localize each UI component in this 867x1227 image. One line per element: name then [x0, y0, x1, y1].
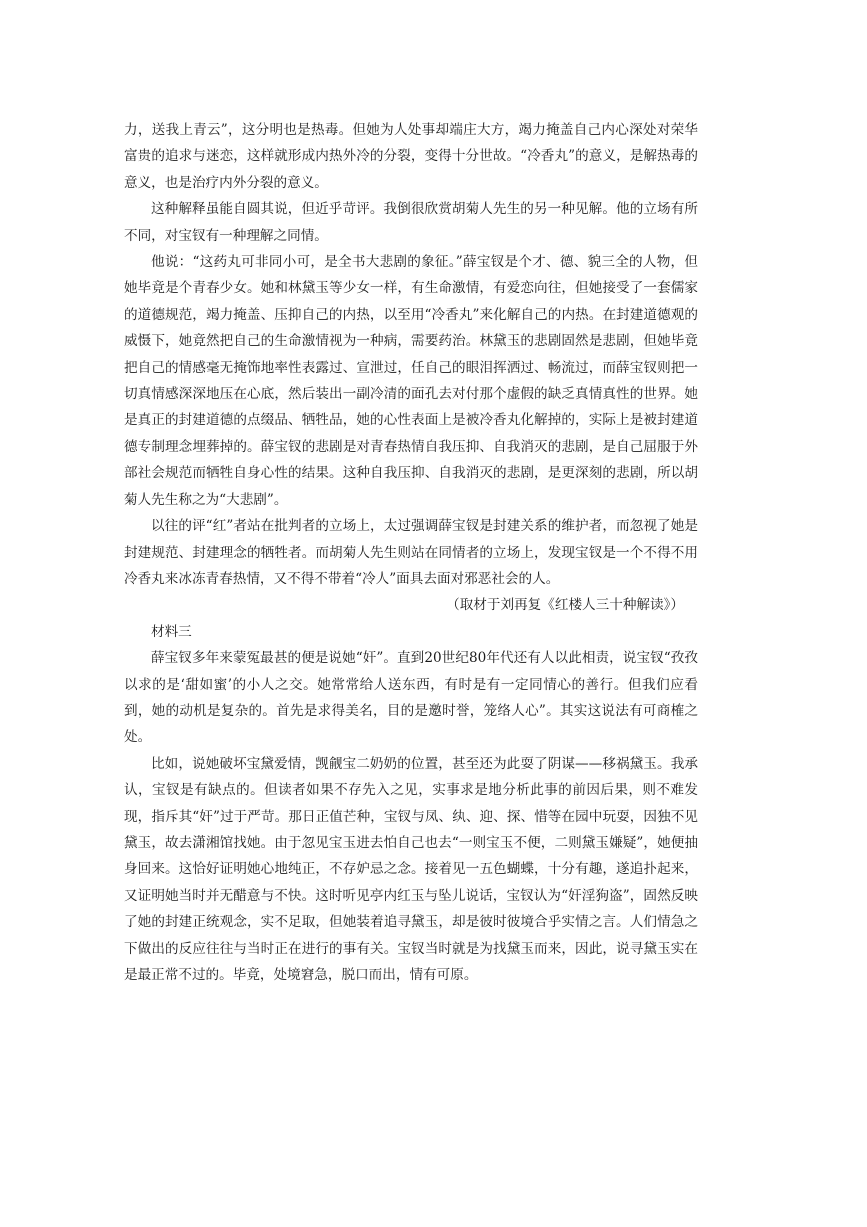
paragraph-analysis: 比如，说她破坏宝黛爱情，觊觎宝二奶奶的位置，甚至还为此耍了阴谋——移祸黛玉。我承认，宝钗是有缺点的。但读者如果不存先入之见，实事求是地分析此事的前因后果，则不难发现，指斥其“奸”过于严苛。那日正值芒种，宝钗与凤、纨、迎、探、惜等在园中玩耍，因独不见黛玉，故去潇湘馆找她。由于忽见宝玉进去怕自己也去“一则宝玉不便，二则黛玉嫌疑”，她便抽身回来。这恰好证明她心地纯正，不存妒忌之念。接着见一五色蝴蝶，十分有趣，遂追扑起来，又证明她当时并无醋意与不快。这时听见亭内红玉与坠儿说话，宝钗认为“奸淫狗盗”，固然反映了她的封建正统观念，实不足取，但她装着追寻黛玉，却是彼时彼境合乎实情之言。人们情急之下做出的反应往往与当时正在进行的事有关。宝钗当时就是为找黛玉而来，因此，说寻黛玉实在是最正常不过的。毕竟，处境窘急，脱口而出，情有可原。 — [124, 755, 698, 983]
section-heading-material-3: 材料三 — [151, 623, 192, 640]
paragraph-interpretation: 这种解释虽能自圆其说，但近乎苛评。我倒很欣赏胡菊人先生的另一种见解。他的立场有所不同，对宝钗有一种理解之同情。 — [124, 201, 698, 244]
paragraph-hu-juren-view: 他说：“这药丸可非同小可，是全书大悲剧的象征。”薛宝钗是个才、德、貌三全的人物，但她毕竟是个青春少女。她和林黛玉等少女一样，有生命激情，有爱恋向往，但她接受了一套儒家的道德规范，竭力掩盖、压抑自己的内热，以至用“冷香丸”来化解自己的内热。在封建道德观的威慑下，她竟然把自己的生命激情视为一种病，需要药治。林黛玉的悲剧固然是悲剧，但她毕竟把自己的情感毫无掩饰地率性表露过、宣泄过，任自己的眼泪挥洒过、畅流过，而薛宝钗则把一切真情感深深地压在心底，然后装出一副冷清的面孔去对付那个虚假的缺乏真情真性的世界。她是真正的封建道德的点缀品、牺牲品，她的心性表面上是被冷香丸化解掉的，实际上是被封建道德专制理念埋葬掉的。薛宝钗的悲剧是对青春热情自我压抑、自我消灭的悲剧，是自己屈服于外部社会规范而牺牲自身心性的结果。这种自我压抑、自我消灭的悲剧，是更深刻的悲剧，所以胡菊人先生称之为“大悲剧”。 — [124, 254, 698, 508]
paragraph-critics: 以往的评“红”者站在批判者的立场上，太过强调薛宝钗是封建关系的维护者，而忽视了她是封建规范、封建理念的牺牲者。而胡菊人先生则站在同情者的立场上，发现宝钗是一个不得不用冷香丸来冰冻青春热情，又不得不带着“冷人”面具去面对邪恶社会的人。 — [124, 518, 698, 587]
paragraph-continuation: 力，送我上青云”，这分明也是热毒。但她为人处事却端庄大方，竭力掩盖自己内心深处对荣华富贵的追求与迷恋，这样就形成内热外冷的分裂，变得十分世故。“冷香丸”的意义，是解热毒的意义，也是治疗内外分裂的意义。 — [124, 122, 698, 191]
source-citation: （取材于刘再复《红楼人三十种解读》） — [446, 597, 684, 614]
document-page — [124, 117, 698, 988]
paragraph-accusation: 薛宝钗多年来蒙冤最甚的便是说她“奸”。直到20世纪80年代还有人以此相责，说宝钗“孜孜以求的是‘甜如蜜’的小人之交。她常常给人送东西，有时是有一定同情心的善行。但我们应看到，她的动机是复杂的。首先是求得美名，目的是邀时誉，笼络人心”。其实这说法有可商榷之处。 — [124, 650, 698, 746]
